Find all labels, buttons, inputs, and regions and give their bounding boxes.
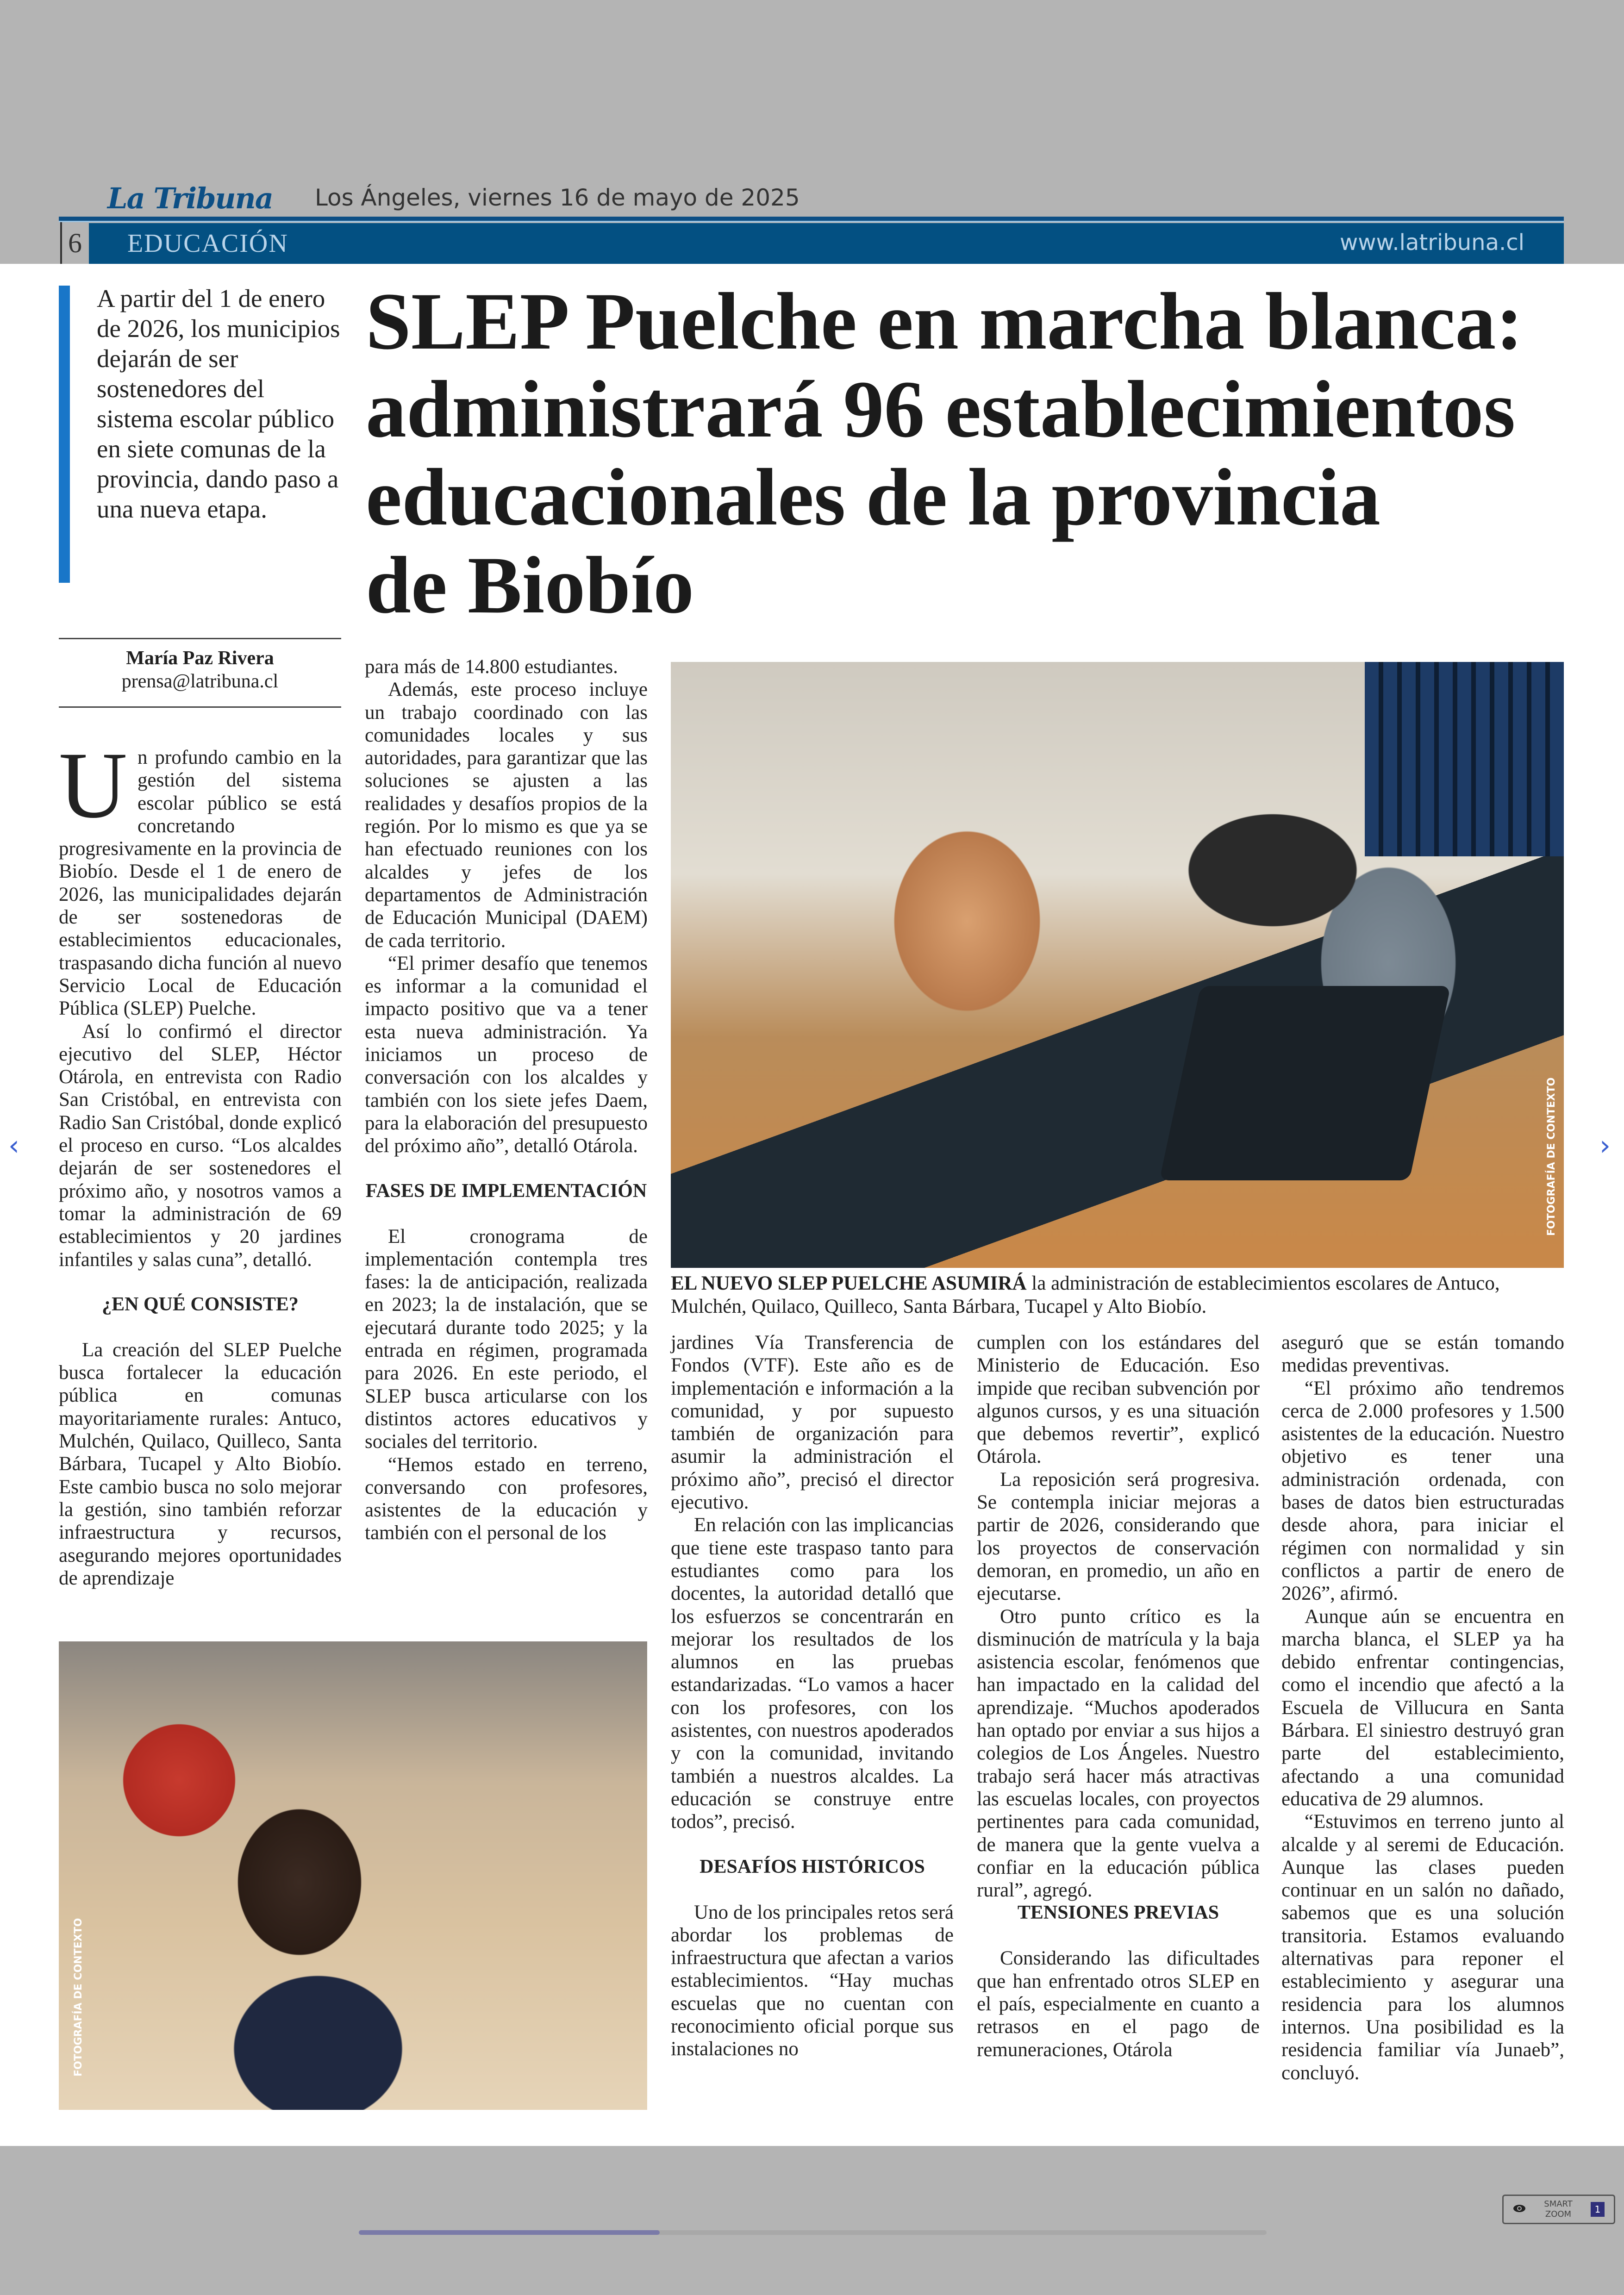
article-column-2: [365, 655, 648, 1545]
body-paragraph: jardines Vía Transferencia de Fondos (VTF). Este año es de implementación e información a la comunidad, y por supuesto también de organización para asumir la administración el próximo año”, precisó el director ejecutivo.: [671, 1332, 954, 1514]
page-number: 6: [60, 222, 88, 264]
subheading: TENSIONES PREVIAS: [1017, 1902, 1219, 1924]
body-paragraph: para más de 14.800 estudiantes.: [365, 656, 618, 678]
header-rule: [59, 217, 1564, 222]
body-paragraph: En relación con las implicancias que tiene este traspaso tanto para estudiantes como para los docentes, la autoridad detalló que los esfuerzos se concentrarán en mejorar los resultados de los alumnos en las pruebas estandarizadas. “Lo vamos a hacer con los profesores, con los asistentes, con nuestros apoderados y con la comunidad, invitando también a nuestros alcaldes. La educación se construye entre todos”, precisó.: [671, 1514, 954, 1833]
subheading: FASES DE IMPLEMENTACIÓN: [365, 1180, 647, 1202]
photo-credit: FOTOGRAFÍA DE CONTEXTO: [1546, 1077, 1557, 1236]
caption-text: la administración de establecimientos escolares de Antuco, Mulchén, Quilaco, Quilleco, Santa Bárbara, Tucapel y Alto Biobío.: [671, 1272, 1500, 1317]
photo-credit: FOTOGRAFÍA DE CONTEXTO: [73, 1918, 84, 2077]
body-paragraph: “Hemos estado en terreno, conversando con profesores, asistentes de la educación y también con el personal de los: [365, 1453, 648, 1544]
body-paragraph: La creación del SLEP Puelche busca fortalecer la educación pública en comunas mayoritariamente rurales: Antuco, Mulchén, Quilaco, Quilleco, Santa Bárbara, Tucapel y Alto Biobío. Este cambio busca no solo mejorar la gestión, sino también reforzar infraestructura y recursos, asegurando mejores oportunidades de aprendizaje: [59, 1339, 342, 1589]
subheading: DESAFÍOS HISTÓRICOS: [700, 1856, 925, 1877]
article-column-1: [59, 733, 342, 1590]
headline-line: SLEP Puelche en marcha blanca:: [366, 276, 1523, 367]
body-paragraph: Aunque aún se encuentra en marcha blanca, el SLEP ya ha debido enfrentar contingencias, como el incendio que afectó a la Escuela de Villucura en Santa Bárbara. El siniestro destruyó gran parte del establecimiento, afectando a una comunidad educativa de 29 alumnos.: [1281, 1605, 1564, 1810]
photo-window: [1365, 662, 1564, 856]
body-paragraph: “El próximo año tendremos cerca de 2.000 profesores y 1.500 asistentes de la educación. Nuestro objetivo es tener una administración ordenada, con bases de datos bien estructuradas desde ahora, para iniciar el régimen con normalidad y sin conflictos a partir de enero de 2026”, afirmó.: [1281, 1377, 1564, 1605]
photo-monitor: [1159, 986, 1450, 1180]
body-paragraph: Además, este proceso incluye un trabajo coordinado con las comunidades locales y sus autoridades, para garantizar que las soluciones se ajusten a las realidades y desafíos propios de la región. Por lo mismo es que ya se han efectuado reuniones con los alcaldes y jefes de los departamentos de Administración de Educación Municipal (DAEM) de cada territorio.: [365, 679, 648, 952]
headline-line: de Biobío: [366, 540, 694, 630]
photo-caption: [671, 1272, 1564, 1318]
scrollbar-thumb[interactable]: [359, 2230, 660, 2235]
article-column-3: [671, 1331, 954, 2061]
classroom-photo-main: [671, 662, 1564, 1268]
headline-line: educacionales de la provincia: [366, 452, 1380, 543]
eye-icon: [1513, 2204, 1526, 2215]
classroom-photo-secondary: [59, 1641, 647, 2110]
article-lead: A partir del 1 de enero de 2026, los municipios dejarán de ser sostenedores del sistema escolar público en siete comunas de la provincia, dando paso a una nueva etapa.: [97, 284, 340, 523]
website-link[interactable]: www.latribuna.cl: [1340, 230, 1524, 256]
author-email[interactable]: prensa@latribuna.cl: [121, 671, 279, 692]
body-paragraph: El cronograma de implementación contempla tres fases: la de anticipación, realizada en 2023; la de instalación, que se ejecutará durante todo 2025; y la entrada en régimen, programada para 2026. En este periodo, el SLEP busca articularse con los distintos actores educativos y sociales del territorio.: [365, 1225, 648, 1453]
issue-date: Los Ángeles, viernes 16 de mayo de 2025: [315, 184, 800, 211]
smart-zoom-button[interactable]: [1502, 2195, 1615, 2224]
newspaper-logo: La Tribuna: [107, 181, 273, 215]
smart-zoom-count: 1: [1591, 2202, 1605, 2217]
chevron-right-icon[interactable]: ›: [1599, 1129, 1611, 1162]
smart-zoom-label: [1544, 2199, 1572, 2220]
body-paragraph: La reposición será progresiva. Se contempla iniciar mejoras a partir de 2026, considerando que los proyectos de conservación demoran, en promedio, un año en ejecutarse.: [977, 1468, 1260, 1605]
section-title: EDUCACIÓN: [127, 229, 288, 258]
chevron-left-icon[interactable]: ‹: [8, 1129, 19, 1162]
body-paragraph: n profundo cambio en la gestión del sistema escolar público se está concretando progresivamente en la provincia de Biobío. Desde el 1 de enero de 2026, las municipalidades dejarán de ser sostenedoras de establecimientos educacionales, traspasando dicha función al nuevo Servicio Local de Educación Pública (SLEP) Puelche.: [59, 747, 342, 1020]
smart-zoom-label-2: ZOOM: [1545, 2209, 1572, 2219]
article-column-5: [1281, 1331, 1564, 2084]
body-paragraph: “El primer desafío que tenemos es informar a la comunidad el impacto positivo que va a tener esta nueva administración. Ya iniciamos un proceso de conversación con los alcaldes y también con los siete jefes Daem, para la elaboración del presupuesto del próximo año”, detalló Otárola.: [365, 952, 648, 1157]
subheading: ¿EN QUÉ CONSISTE?: [102, 1293, 299, 1315]
body-paragraph: Así lo confirmó el director ejecutivo del SLEP, Héctor Otárola, en entrevista con Radio San Cristóbal, en entrevista con Radio San Cristóbal, donde explicó el proceso en curso. “Los alcaldes dejarán de ser sostenedores el próximo año, y nosotros vamos a tomar la administración de 69 establecimientos y 20 jardines infantiles y salas cuna”, detalló.: [59, 1020, 342, 1271]
body-paragraph: Otro punto crítico es la disminución de matrícula y la baja asistencia escolar, fenómenos que han impactado en la calidad del aprendizaje. “Muchos apoderados han optado por enviar a sus hijos a colegios de Los Ángeles. Nuestro trabajo será hacer más atractivas las escuelas locales, con proyectos pertinentes para cada comunidad, de manera que la gente vuelva a confiar en la educación pública rural”, agregó.: [977, 1605, 1260, 1902]
body-paragraph: aseguró que se están tomando medidas preventivas.: [1281, 1332, 1564, 1377]
body-paragraph: Uno de los principales retos será abordar los problemas de infraestructura que afectan a varios establecimientos. “Hay muchas escuelas que no cuentan con reconocimiento oficial porque sus instalaciones no: [671, 1901, 954, 2060]
byline-rule-top: [59, 638, 341, 639]
drop-cap: U: [59, 733, 128, 838]
body-paragraph: cumplen con los estándares del Ministerio de Educación. Eso impide que reciban subvención por algunos cursos, y es una situación que debemos revertir”, explicó Otárola.: [977, 1332, 1260, 1468]
article-headline: [366, 278, 1523, 630]
byline-rule-bottom: [59, 706, 341, 708]
headline-line: administrará 96 establecimientos: [366, 364, 1516, 455]
body-paragraph: Considerando las dificultades que han enfrentado otros SLEP en el país, especialmente en cuanto a retrasos en el pago de remuneraciones, Otárola: [977, 1947, 1260, 2061]
smart-zoom-label-1: SMART: [1544, 2199, 1573, 2209]
author-name: María Paz Rivera: [126, 648, 274, 669]
body-paragraph: “Estuvimos en terreno junto al alcalde y al seremi de Educación. Aunque las clases pueden continuar en un salón no dañado, sabemos que es una solución transitoria. Estamos evaluando alternativas para reponer el establecimiento y asegurar una residencia para los alumnos internos. Una posibilidad es la residencia familiar vía Junaeb”, concluyó.: [1281, 1811, 1564, 2084]
lead-accent-bar: [59, 286, 70, 583]
caption-lead: EL NUEVO SLEP PUELCHE ASUMIRÁ: [671, 1272, 1027, 1294]
article-column-4: [977, 1331, 1260, 2061]
